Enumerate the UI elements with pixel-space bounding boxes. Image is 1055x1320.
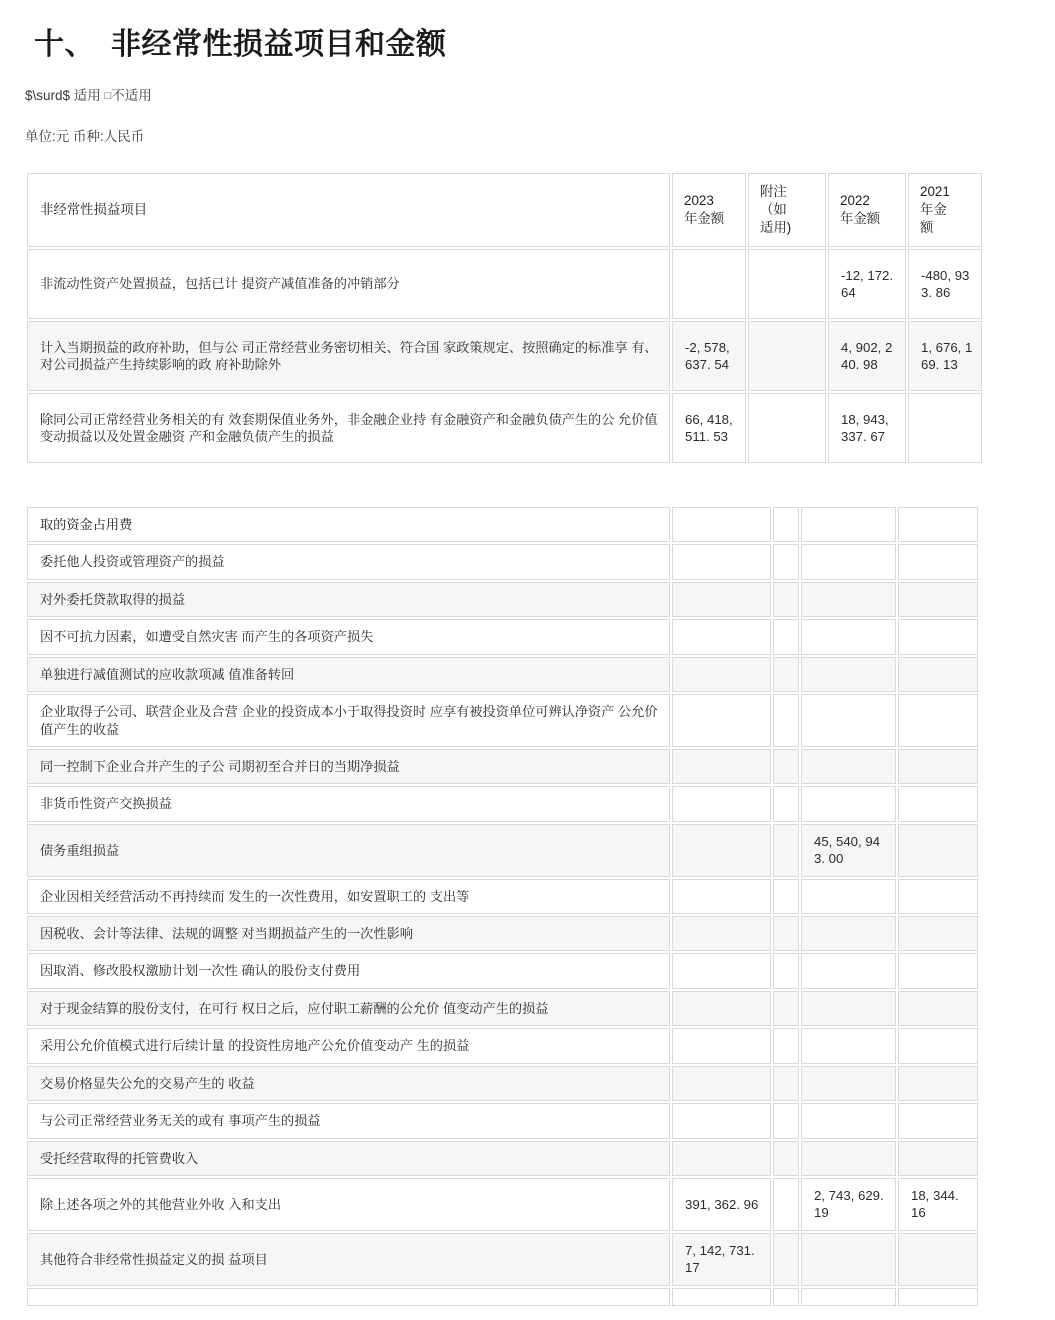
cell-amount-2021 bbox=[898, 916, 978, 951]
cell-amount-2023 bbox=[672, 619, 771, 654]
header-2023-amount: 年金额 bbox=[684, 211, 725, 226]
cell-amount-2023: -2, 578, 637. 54 bbox=[672, 321, 746, 391]
cell-note bbox=[773, 1066, 799, 1101]
table-row bbox=[27, 507, 978, 542]
cell-amount-2022: 2, 743, 629. 19 bbox=[801, 1178, 896, 1231]
table-row bbox=[27, 1066, 978, 1101]
cell-amount-2023 bbox=[672, 1103, 771, 1138]
cell-amount-2023: 7, 142, 731. 17 bbox=[672, 1233, 771, 1286]
table-row bbox=[27, 953, 978, 988]
cell-amount-2021 bbox=[898, 657, 978, 692]
cell-amount-2022 bbox=[801, 1141, 896, 1176]
check-mark-glyph: $\surd$ bbox=[25, 87, 71, 103]
applicable-label: 适用 bbox=[73, 87, 101, 103]
cell-amount-2023 bbox=[672, 824, 771, 877]
row-label: 因税收、会计等法律、法规的调整 对当期损益产生的一次性影响 bbox=[27, 916, 670, 951]
header-note-line3: 适用) bbox=[760, 219, 792, 235]
table-row bbox=[27, 544, 978, 579]
row-label: 受托经营取得的托管费收入 bbox=[27, 1141, 670, 1176]
row-label: 计入当期损益的政府补助，但与公 司正常经营业务密切相关、符合国 家政策规定、按照确定的标准享 有、对公司损益产生持续影响的政 府补助除外 bbox=[27, 321, 670, 391]
table-body bbox=[27, 249, 982, 463]
cell-amount-2023 bbox=[672, 1288, 771, 1306]
cell-note bbox=[773, 1178, 799, 1231]
nonrecurring-items-table-part1 bbox=[25, 171, 984, 465]
cell-amount-2021 bbox=[898, 694, 978, 747]
cell-amount-2022 bbox=[801, 1028, 896, 1063]
cell-amount-2021: 1, 676, 169. 13 bbox=[908, 321, 982, 391]
row-label: 因取消、修改股权激励计划一次性 确认的股份支付费用 bbox=[27, 953, 670, 988]
row-label: 交易价格显失公允的交易产生的 收益 bbox=[27, 1066, 670, 1101]
cell-amount-2023 bbox=[672, 507, 771, 542]
header-2021-year: 2021 bbox=[920, 184, 950, 200]
page-title: 十、 非经常性损益项目和金额 bbox=[34, 28, 447, 61]
row-label: 非货币性资产交换损益 bbox=[27, 786, 670, 821]
cell-amount-2022: 4, 902, 240. 98 bbox=[828, 321, 906, 391]
table-row bbox=[27, 321, 982, 391]
column-header-2021 bbox=[908, 173, 982, 247]
cell-amount-2021 bbox=[898, 619, 978, 654]
table-row bbox=[27, 1103, 978, 1138]
nonrecurring-items-table-part2 bbox=[25, 505, 980, 1308]
cell-amount-2021 bbox=[898, 824, 978, 877]
cell-amount-2022 bbox=[801, 749, 896, 784]
column-header-item: 非经常性损益项目 bbox=[27, 173, 670, 247]
cell-amount-2023 bbox=[672, 953, 771, 988]
cell-amount-2021 bbox=[898, 1066, 978, 1101]
cell-amount-2022 bbox=[801, 953, 896, 988]
cell-amount-2022 bbox=[801, 657, 896, 692]
table-row bbox=[27, 1233, 978, 1286]
row-label: 除同公司正常经营业务相关的有 效套期保值业务外，非金融企业持 有金融资产和金融负债产生的公 允价值变动损益以及处置金融资 产和金融负债产生的损益 bbox=[27, 393, 670, 463]
cell-amount-2023: 391, 362. 96 bbox=[672, 1178, 771, 1231]
checkbox-icon: □ bbox=[104, 89, 112, 102]
row-label: 对于现金结算的股份支付，在可行 权日之后，应付职工薪酬的公允价 值变动产生的损益 bbox=[27, 991, 670, 1026]
cell-amount-2022 bbox=[801, 582, 896, 617]
cell-amount-2021 bbox=[898, 1288, 978, 1306]
cell-note bbox=[773, 916, 799, 951]
table-row bbox=[27, 582, 978, 617]
header-note-line1: 附注 bbox=[760, 184, 787, 200]
row-label bbox=[27, 1288, 670, 1306]
cell-amount-2023 bbox=[672, 916, 771, 951]
cell-amount-2021 bbox=[898, 1103, 978, 1138]
row-label: 因不可抗力因素，如遭受自然灾害 而产生的各项资产损失 bbox=[27, 619, 670, 654]
header-2021-amount-a: 年金 bbox=[920, 202, 947, 218]
cell-amount-2023: 66, 418, 511. 53 bbox=[672, 393, 746, 463]
cell-note bbox=[773, 1103, 799, 1138]
table-row bbox=[27, 619, 978, 654]
table-row bbox=[27, 249, 982, 319]
cell-note bbox=[773, 544, 799, 579]
cell-amount-2022: 18, 943, 337. 67 bbox=[828, 393, 906, 463]
table-body bbox=[27, 507, 978, 1306]
row-label: 企业因相关经营活动不再持续而 发生的一次性费用，如安置职工的 支出等 bbox=[27, 879, 670, 914]
cell-amount-2023 bbox=[672, 657, 771, 692]
cell-amount-2023 bbox=[672, 991, 771, 1026]
cell-amount-2023 bbox=[672, 749, 771, 784]
cell-amount-2021 bbox=[898, 544, 978, 579]
cell-note bbox=[773, 619, 799, 654]
row-label: 单独进行减值测试的应收款项减 值准备转回 bbox=[27, 657, 670, 692]
table-row bbox=[27, 879, 978, 914]
row-label: 非流动性资产处置损益，包括已计 提资产减值准备的冲销部分 bbox=[27, 249, 670, 319]
cell-amount-2022 bbox=[801, 786, 896, 821]
cell-note bbox=[773, 879, 799, 914]
cell-amount-2021 bbox=[898, 582, 978, 617]
cell-amount-2022 bbox=[801, 991, 896, 1026]
cell-amount-2021 bbox=[908, 393, 982, 463]
header-2022-amount: 年金额 bbox=[840, 211, 881, 226]
table-row bbox=[27, 1288, 978, 1306]
cell-amount-2022 bbox=[801, 507, 896, 542]
cell-amount-2021 bbox=[898, 953, 978, 988]
cell-amount-2021 bbox=[898, 786, 978, 821]
cell-amount-2022 bbox=[801, 879, 896, 914]
cell-amount-2021 bbox=[898, 507, 978, 542]
cell-note bbox=[773, 1028, 799, 1063]
cell-note bbox=[773, 657, 799, 692]
table-row bbox=[27, 786, 978, 821]
cell-note bbox=[748, 249, 826, 319]
cell-note bbox=[773, 786, 799, 821]
cell-amount-2022 bbox=[801, 694, 896, 747]
cell-note bbox=[773, 824, 799, 877]
cell-amount-2023 bbox=[672, 1028, 771, 1063]
cell-note bbox=[773, 749, 799, 784]
table-header bbox=[27, 173, 982, 247]
cell-amount-2023 bbox=[672, 786, 771, 821]
table-row bbox=[27, 1141, 978, 1176]
cell-amount-2022 bbox=[801, 544, 896, 579]
cell-amount-2023 bbox=[672, 582, 771, 617]
column-header-2023 bbox=[672, 173, 746, 247]
header-2023-year: 2023 bbox=[684, 193, 714, 209]
cell-amount-2023 bbox=[672, 249, 746, 319]
table-row bbox=[27, 694, 978, 747]
cell-note bbox=[748, 321, 826, 391]
applicability-line bbox=[24, 64, 1031, 106]
table-row bbox=[27, 1178, 978, 1231]
table-row bbox=[27, 1028, 978, 1063]
cell-amount-2022 bbox=[801, 916, 896, 951]
cell-amount-2021 bbox=[898, 1141, 978, 1176]
row-label: 与公司正常经营业务无关的或有 事项产生的损益 bbox=[27, 1103, 670, 1138]
cell-amount-2023 bbox=[672, 1141, 771, 1176]
table-header-row bbox=[27, 173, 982, 247]
table-row bbox=[27, 824, 978, 877]
unit-line: 单位:元 币种:人民币 bbox=[25, 128, 145, 144]
column-header-2022 bbox=[828, 173, 906, 247]
cell-amount-2023 bbox=[672, 694, 771, 747]
row-label: 委托他人投资或管理资产的损益 bbox=[27, 544, 670, 579]
cell-amount-2022: 45, 540, 943. 00 bbox=[801, 824, 896, 877]
cell-amount-2023 bbox=[672, 879, 771, 914]
row-label: 取的资金占用费 bbox=[27, 507, 670, 542]
cell-note bbox=[773, 507, 799, 542]
cell-amount-2022: -12, 172. 64 bbox=[828, 249, 906, 319]
row-label: 采用公允价值模式进行后续计量 的投资性房地产公允价值变动产 生的损益 bbox=[27, 1028, 670, 1063]
cell-amount-2022 bbox=[801, 1288, 896, 1306]
cell-note bbox=[773, 1141, 799, 1176]
cell-amount-2022 bbox=[801, 1103, 896, 1138]
row-label: 债务重组损益 bbox=[27, 824, 670, 877]
cell-note bbox=[748, 393, 826, 463]
header-note-line2: （如 bbox=[760, 202, 787, 218]
table-row bbox=[27, 393, 982, 463]
row-label: 企业取得子公司、联营企业及合营 企业的投资成本小于取得投资时 应享有被投资单位可辨认净资产 公允价值产生的收益 bbox=[27, 694, 670, 747]
table-row bbox=[27, 991, 978, 1026]
cell-amount-2023 bbox=[672, 1066, 771, 1101]
row-label: 其他符合非经常性损益定义的损 益项目 bbox=[27, 1233, 670, 1286]
cell-amount-2023 bbox=[672, 544, 771, 579]
header-2021-amount-b: 额 bbox=[920, 219, 934, 235]
cell-amount-2022 bbox=[801, 1233, 896, 1286]
cell-note bbox=[773, 1233, 799, 1286]
cell-amount-2021 bbox=[898, 1028, 978, 1063]
table-row bbox=[27, 916, 978, 951]
row-label: 除上述各项之外的其他营业外收 入和支出 bbox=[27, 1178, 670, 1231]
cell-note bbox=[773, 582, 799, 617]
cell-note bbox=[773, 694, 799, 747]
column-header-note bbox=[748, 173, 826, 247]
cell-note bbox=[773, 1288, 799, 1306]
table-row bbox=[27, 657, 978, 692]
row-label: 对外委托贷款取得的损益 bbox=[27, 582, 670, 617]
cell-amount-2022 bbox=[801, 1066, 896, 1101]
cell-amount-2021: -480, 933. 86 bbox=[908, 249, 982, 319]
table-row bbox=[27, 749, 978, 784]
cell-amount-2021 bbox=[898, 749, 978, 784]
cell-amount-2021 bbox=[898, 991, 978, 1026]
cell-amount-2021: 18, 344. 16 bbox=[898, 1178, 978, 1231]
row-label: 同一控制下企业合并产生的子公 司期初至合并日的当期净损益 bbox=[27, 749, 670, 784]
cell-amount-2021 bbox=[898, 1233, 978, 1286]
cell-amount-2022 bbox=[801, 619, 896, 654]
header-2022-year: 2022 bbox=[840, 193, 870, 209]
cell-note bbox=[773, 953, 799, 988]
not-applicable-label: 不适用 bbox=[111, 87, 152, 103]
cell-amount-2021 bbox=[898, 879, 978, 914]
cell-note bbox=[773, 991, 799, 1026]
